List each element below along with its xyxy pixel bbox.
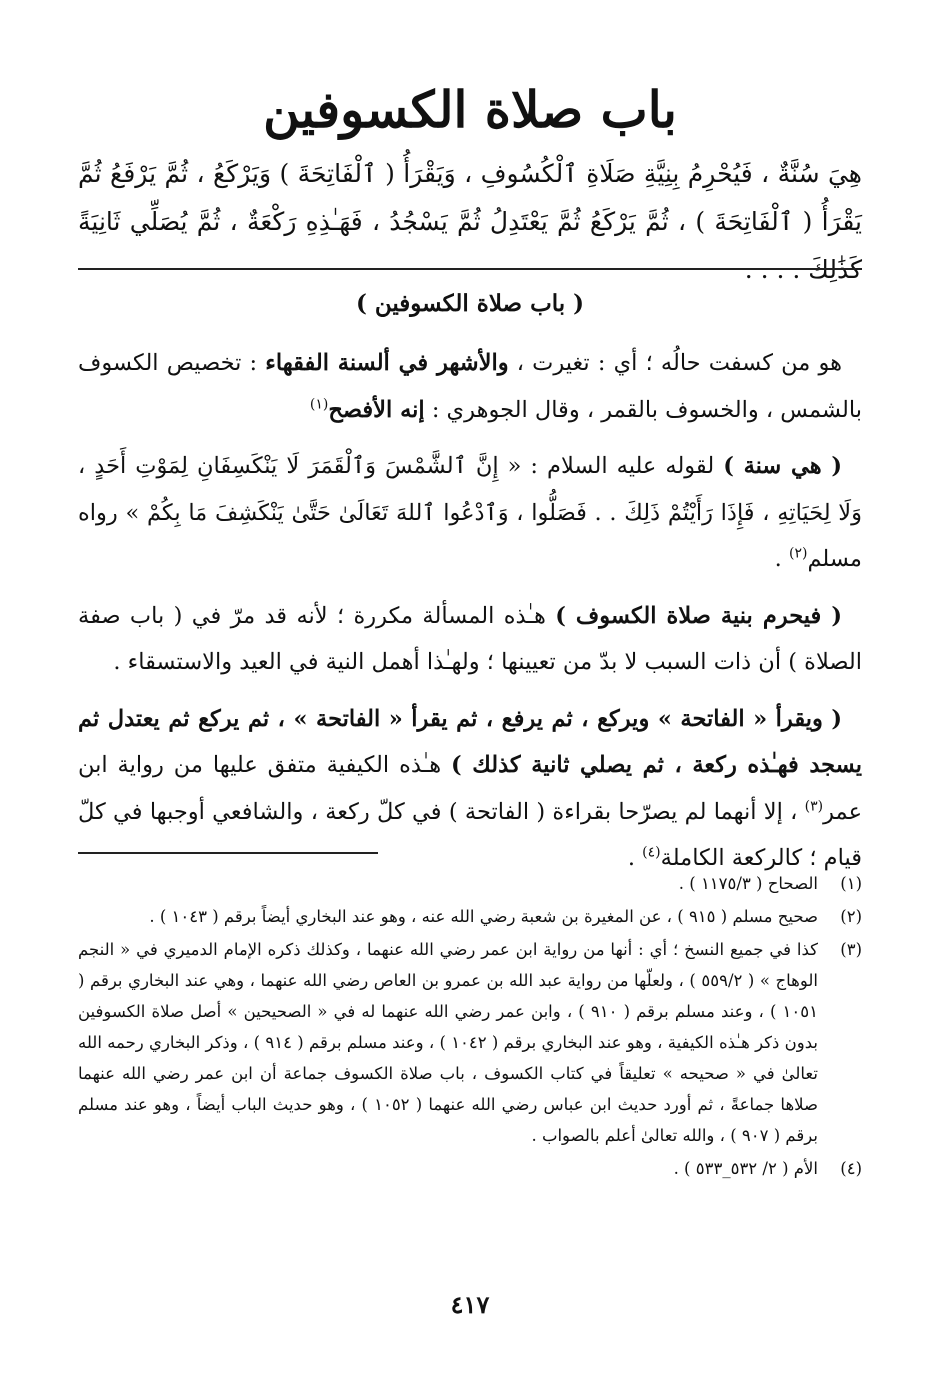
sharh-paragraph-2 <box>78 443 862 583</box>
chapter-title: باب صلاة الكسوفين <box>263 80 677 139</box>
footnote-number: (٤) <box>840 1159 862 1178</box>
text-run: : تخصيص الكسوف بالشمس ، والخسوف بالقمر ، وقال الجوهري : <box>78 350 862 423</box>
matn-text: هِيَ سُنَّةٌ ، فَيُحْرِمُ بِنِيَّةِ صَلَاةِ ٱلْكُسُوفِ ، وَيَقْرَأُ ( ٱلْفَاتِحَةَ ) وَيَرْكَعُ ، ثُمَّ يَرْفَعُ ثُمَّ يَقْرَأُ ( ٱلْفَاتِحَةَ ) ، ثُمَّ يَرْكَعُ ثُمَّ يَعْتَدِلُ ثُمَّ يَسْجُدُ ، فَهَـٰذِهِ رَكْعَةٌ ، ثُمَّ يُصَلِّي ثَانِيَةً كَذَٰلِكَ . . . . <box>78 159 862 284</box>
footnote-text: كذا في جميع النسخ ؛ أي : أنها من رواية ابن عمر رضي الله عنهما ، وكذلك ذكره الإمام الدميري في « النجم الوهاج » ( ٥٥٩/٢ ) ، ولعلّها من رواية عبد الله بن عمرو بن العاص رضي الله عنهما ، وهي عند البخاري برقم ( ١٠٥١ ) ، وعند مسلم برقم ( ٩١٠ ) ، وابن عمر رضي الله عنهما له في « الصحيحين » أصل صلاة الكسوفين بدون ذكر هـٰذه الكيفية ، وهو عند البخاري برقم ( ١٠٤٢ ) ، وعند مسلم برقم ( ٩١٤ ) ، وذكر البخاري رحمه الله تعالىٰ في « صحيحه » تعليقاً في كتاب الكسوف ، باب صلاة الكسوف جماعة أن ابن عمر رضي الله عنهما صلاها جماعةً ، ثم أورد حديث ابن عباس رضي الله عنهما ( ١٠٥٢ ) ، وهو حديث الباب أيضاً ، وهو عند مسلم برقم ( ٩٠٧ ) ، والله تعالىٰ أعلم بالصواب . <box>78 940 819 1145</box>
footnote-number: (٢) <box>840 907 862 926</box>
footnote-item <box>78 934 862 1151</box>
footnote-number: (١) <box>840 874 862 893</box>
bold-run: ( هي سنة ) <box>723 453 842 479</box>
footnote-item <box>78 901 862 932</box>
page <box>78 0 862 1376</box>
footnote-number: (٣) <box>840 940 862 959</box>
sharh-body <box>78 340 862 892</box>
footnote-ref[interactable]: (١) <box>309 396 329 412</box>
text-run: هـٰذه الكيفية متفق عليها من رواية ابن عمر <box>78 752 862 825</box>
bold-run: إنه الأفصح <box>328 396 425 423</box>
footnote-ref[interactable]: (٤) <box>642 844 661 861</box>
text-run: هو من كسفت حالُه ؛ أي : تغيرت ، <box>508 350 842 376</box>
footnote-divider <box>78 852 378 854</box>
page-number: ٤١٧ <box>450 1290 490 1319</box>
footnote-text: الصحاح ( ١١٧٥/٣ ) . <box>678 874 818 893</box>
sharh-paragraph-3 <box>78 593 862 686</box>
sharh-paragraph-1 <box>78 340 862 433</box>
footnote-ref[interactable]: (٢) <box>788 545 808 562</box>
text-run: هـٰذه المسألة مكررة ؛ لأنه قد مرّ في ( باب صفة الصلاة ) أن ذات السبب لا بدّ من تعيينها ؛ ولهـٰذا أهمل النية في العيد والاستسقاء . <box>78 602 862 675</box>
footnote-ref[interactable]: (٣) <box>804 798 824 814</box>
sharh-heading: ( باب صلاة الكسوفين ) <box>355 290 585 317</box>
footnote-item <box>78 1153 862 1184</box>
text-run: . <box>774 546 789 572</box>
text-run: . <box>627 845 643 871</box>
bold-run: ( فيحرم بنية صلاة الكسوف ) <box>555 602 842 629</box>
text-run: لقوله عليه السلام : « إِنَّ ٱلشَّمْسَ وَٱلْقَمَرَ لَا يَنْكَسِفَانِ لِمَوْتِ أَحَدٍ ، وَلَا لِحَيَاتِهِ ، فَإِذَا رَأَيْتُمْ ذَلِكَ . . فَصَلُّوا ، وَٱدْعُوا ٱللهَ تَعَالَىٰ حَتَّىٰ يَنْكَشِفَ مَا بِكُمْ » رواه مسلم <box>78 453 862 572</box>
bold-run: ( ويقرأ « الفاتحة » ويركع ، ثم يرفع ، ثم يقرأ « الفاتحة » ، ثم يركع ثم يعتدل ثم يسجد فهـٰذه ركعة ، ثم يصلي ثانية كذلك ) <box>78 705 863 778</box>
footnote-text: الأم ( ٢/ ٥٣٢_٥٣٣ ) . <box>673 1159 818 1178</box>
footnote-item <box>78 868 862 899</box>
bold-run: والأشهر في ألسنة الفقهاء <box>265 350 509 376</box>
text-run: ، إلا أنهما لم يصرّحا بقراءة ( الفاتحة ) في كلّ ركعة ، والشافعي أوجبها في كلّ قيام ؛ كالركعة الكاملة <box>78 798 862 871</box>
divider-line <box>78 268 862 270</box>
footnotes <box>78 868 862 1186</box>
footnote-text: صحيح مسلم ( ٩١٥ ) ، عن المغيرة بن شعبة رضي الله عنه ، وهو عند البخاري أيضاً برقم ( ١٠٤٣ ) . <box>149 907 818 926</box>
